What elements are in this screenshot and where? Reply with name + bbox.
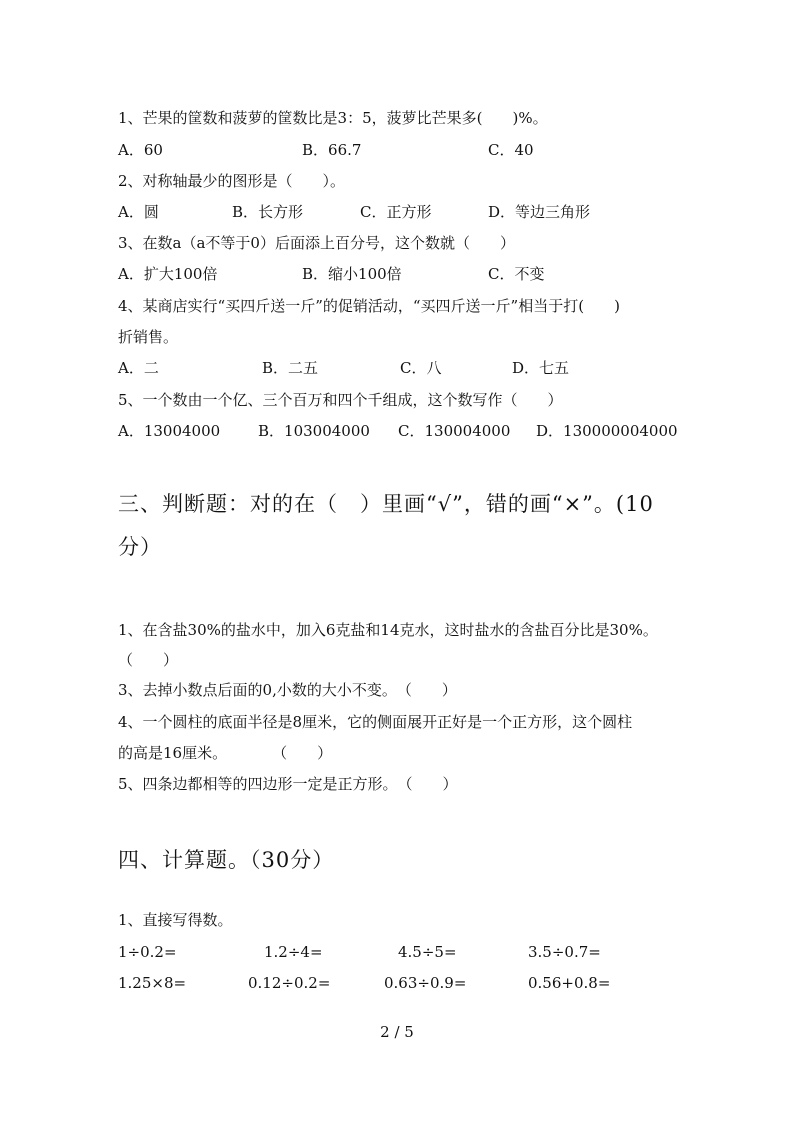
judge-item-1-bracket: （ ） bbox=[118, 651, 179, 669]
calc-item: 3.5÷0.7= bbox=[528, 943, 601, 961]
option-c: C．130004000 bbox=[398, 422, 511, 440]
option-b: B．缩小100倍 bbox=[302, 265, 402, 283]
calc-question-1: 1、直接写得数。 bbox=[118, 911, 233, 929]
option-c: C．不变 bbox=[488, 265, 545, 283]
judge-item-3: 3、去掉小数点后面的0,小数的大小不变。 （ ） bbox=[118, 681, 457, 699]
option-d: D．七五 bbox=[512, 359, 570, 377]
question-4: 4、某商店实行“买四斤送一斤”的促销活动，“买四斤送一斤”相当于打( ) bbox=[118, 297, 620, 315]
option-a: A．13004000 bbox=[118, 422, 221, 440]
question-5: 5、一个数由一个亿、三个百万和四个千组成，这个数写作（ ） bbox=[118, 391, 563, 409]
question-3: 3、在数a（a不等于0）后面添上百分号，这个数就（ ） bbox=[118, 234, 515, 252]
calc-item: 0.12÷0.2= bbox=[248, 974, 331, 992]
judge-item-4: 4、一个圆柱的底面半径是8厘米，它的侧面展开正好是一个正方形，这个圆柱 bbox=[118, 713, 633, 731]
page-number: 2 / 5 bbox=[380, 1023, 414, 1041]
option-a: A．扩大100倍 bbox=[118, 265, 218, 283]
option-b: B．二五 bbox=[262, 359, 319, 377]
option-c: C．八 bbox=[400, 359, 442, 377]
calc-item: 1.2÷4= bbox=[264, 943, 323, 961]
judge-item-1: 1、在含盐30%的盐水中，加入6克盐和14克水，这时盐水的含盐百分比是30%。 bbox=[118, 621, 658, 639]
option-a: A．圆 bbox=[118, 203, 159, 221]
calc-item: 4.5÷5= bbox=[398, 943, 457, 961]
judge-item-5: 5、四条边都相等的四边形一定是正方形。 （ ） bbox=[118, 775, 458, 793]
option-a: A．60 bbox=[118, 141, 163, 159]
question-2: 2、对称轴最少的图形是（ ）。 bbox=[118, 172, 346, 190]
option-d: D．130000004000 bbox=[536, 422, 678, 440]
option-c: C．正方形 bbox=[360, 203, 432, 221]
option-a: A．二 bbox=[118, 359, 159, 377]
option-b: B．103004000 bbox=[258, 422, 370, 440]
calc-item: 1.25×8= bbox=[118, 974, 187, 992]
section-3-title-cont: 分） bbox=[118, 535, 162, 559]
calc-item: 1÷0.2= bbox=[118, 943, 177, 961]
option-b: B．长方形 bbox=[232, 203, 304, 221]
option-d: D．等边三角形 bbox=[488, 203, 591, 221]
question-4-cont: 折销售。 bbox=[118, 328, 179, 346]
option-c: C．40 bbox=[488, 141, 534, 159]
option-b: B．66.7 bbox=[302, 141, 362, 159]
judge-item-4-cont: 的高是16厘米。 （ ） bbox=[118, 744, 333, 762]
question-1: 1、芒果的筐数和菠萝的筐数比是3：5，菠萝比芒果多( )%。 bbox=[118, 109, 548, 127]
calc-item: 0.63÷0.9= bbox=[384, 974, 467, 992]
calc-item: 0.56+0.8= bbox=[528, 974, 611, 992]
section-3-title: 三、判断题：对的在（ ）里画“√”，错的画“×”。(10 bbox=[118, 492, 654, 516]
section-4-title: 四、计算题。（30分） bbox=[118, 848, 335, 872]
